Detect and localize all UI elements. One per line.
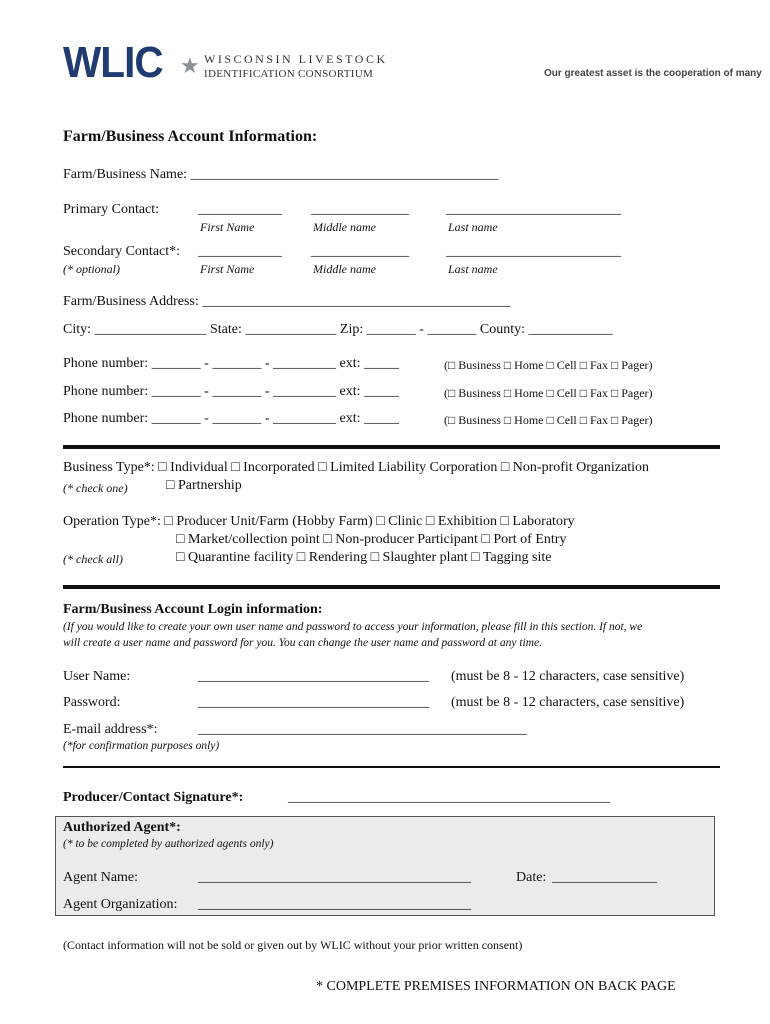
account-section-title: Farm/Business Account Information: — [63, 128, 318, 145]
date-field[interactable]: _______________ — [552, 870, 657, 885]
agent-name-field[interactable]: _______________________________________ — [198, 870, 471, 885]
operation-type-options[interactable]: Operation Type*: □ Producer Unit/Farm (Hobby Farm) □ Clinic □ Exhibition □ Laboratory — [63, 514, 575, 529]
wlic-logo: WLIC — [63, 38, 163, 87]
signature-label: Producer/Contact Signature*: — [63, 790, 244, 805]
operation-type-options-row2[interactable]: □ Market/collection point □ Non-producer Participant □ Port of Entry — [176, 532, 567, 547]
phone-number-field[interactable]: Phone number: _______ - _______ - _________ ext: _____ — [63, 411, 399, 426]
section-divider — [63, 445, 720, 449]
address-field[interactable]: Farm/Business Address: ____________________________________________ — [63, 294, 511, 309]
section-divider — [63, 585, 720, 589]
phone-number-field[interactable]: Phone number: _______ - _______ - _________ ext: _____ — [63, 384, 399, 399]
email-note: (*for confirmation purposes only) — [63, 740, 220, 752]
password-hint: (must be 8 - 12 characters, case sensitive) — [451, 695, 685, 710]
middle-name-caption: Middle name — [313, 220, 376, 234]
authorized-agent-note: (* to be completed by authorized agents only) — [63, 838, 274, 850]
phone-type-options[interactable]: (□ Business □ Home □ Cell □ Fax □ Pager) — [444, 386, 653, 400]
agent-organization-label: Agent Organization: — [63, 897, 178, 912]
date-label: Date: — [516, 870, 547, 885]
login-note-line1: (If you would like to create your own user name and password to access your information, please fill in this section. If not, we — [63, 621, 643, 633]
star-icon: ★ — [180, 54, 200, 79]
secondary-optional-note: (* optional) — [63, 262, 120, 276]
phone-number-field[interactable]: Phone number: _______ - _______ - _________ ext: _____ — [63, 356, 399, 371]
phone-type-options[interactable]: (□ Business □ Home □ Cell □ Fax □ Pager) — [444, 358, 653, 372]
city-state-zip-county-fields[interactable]: City: ________________ State: _____________ Zip: _______ - _______ County: ____________ — [63, 322, 613, 337]
email-field[interactable]: _______________________________________________ — [198, 722, 527, 737]
primary-contact-label: Primary Contact: — [63, 202, 160, 217]
phone-type-options[interactable]: (□ Business □ Home □ Cell □ Fax □ Pager) — [444, 413, 653, 427]
username-label: User Name: — [63, 669, 131, 684]
section-divider — [63, 766, 720, 768]
operation-type-note: (* check all) — [63, 552, 123, 566]
tagline: Our greatest asset is the cooperation of many — [544, 68, 762, 79]
first-name-caption: First Name — [200, 220, 255, 234]
business-type-note: (* check one) — [63, 481, 128, 495]
email-label: E-mail address*: — [63, 722, 158, 737]
password-label: Password: — [63, 695, 121, 710]
password-field[interactable]: _________________________________ — [198, 695, 429, 710]
primary-last-name-field[interactable]: _________________________ — [446, 202, 621, 217]
business-type-options[interactable]: Business Type*: □ Individual □ Incorporated □ Limited Liability Corporation □ Non-profit Organization — [63, 460, 649, 475]
org-name-line1: WISCONSIN LIVESTOCK — [204, 52, 388, 66]
agent-name-label: Agent Name: — [63, 870, 139, 885]
signature-field[interactable]: ______________________________________________ — [288, 790, 610, 805]
middle-name-caption: Middle name — [313, 262, 376, 276]
primary-middle-name-field[interactable]: ______________ — [311, 202, 409, 217]
username-hint: (must be 8 - 12 characters, case sensitive) — [451, 669, 685, 684]
back-page-note: * COMPLETE PREMISES INFORMATION ON BACK PAGE — [316, 979, 676, 994]
privacy-note: (Contact information will not be sold or given out by WLIC without your prior written consent) — [63, 938, 523, 952]
login-note-line2: will create a user name and password for you. You can change the user name and password at any time. — [63, 637, 543, 649]
secondary-contact-label: Secondary Contact*: — [63, 244, 181, 259]
secondary-last-name-field[interactable]: _________________________ — [446, 244, 621, 259]
partnership-option[interactable]: □ Partnership — [166, 478, 242, 493]
primary-first-name-field[interactable]: ____________ — [198, 202, 282, 217]
operation-type-options-row3[interactable]: □ Quarantine facility □ Rendering □ Slaughter plant □ Tagging site — [176, 550, 552, 565]
farm-name-field[interactable]: Farm/Business Name: ____________________________________________ — [63, 167, 499, 182]
last-name-caption: Last name — [448, 220, 498, 234]
authorized-agent-title: Authorized Agent*: — [63, 820, 181, 835]
username-field[interactable]: _________________________________ — [198, 669, 429, 684]
secondary-first-name-field[interactable]: ____________ — [198, 244, 282, 259]
agent-organization-field[interactable]: _______________________________________ — [198, 897, 471, 912]
secondary-middle-name-field[interactable]: ______________ — [311, 244, 409, 259]
last-name-caption: Last name — [448, 262, 498, 276]
login-section-title: Farm/Business Account Login information: — [63, 602, 323, 617]
first-name-caption: First Name — [200, 262, 255, 276]
org-name-line2: IDENTIFICATION CONSORTIUM — [204, 68, 374, 80]
